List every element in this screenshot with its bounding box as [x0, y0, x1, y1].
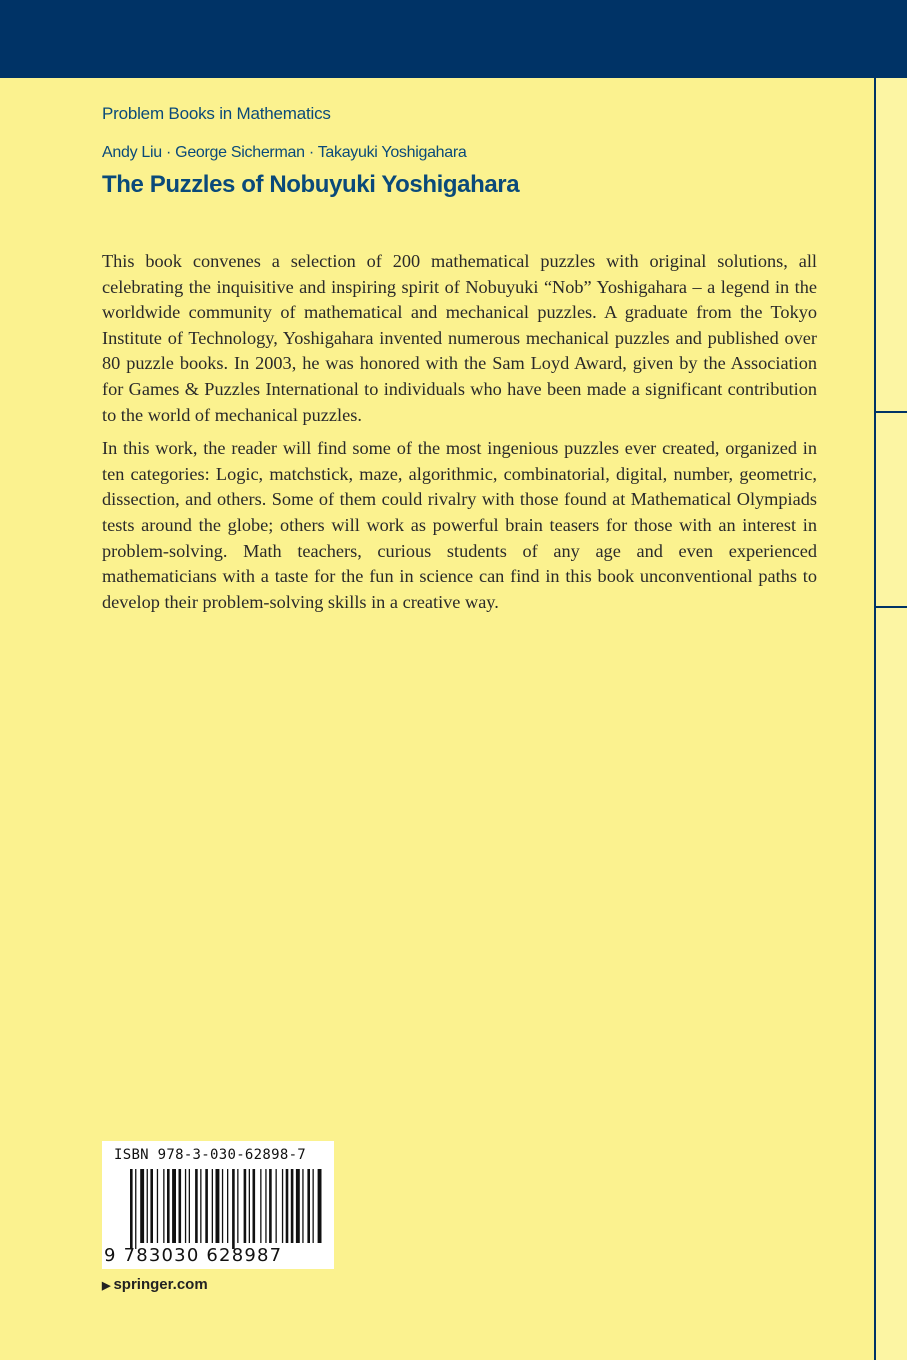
- barcode-bar: [216, 1169, 220, 1243]
- spine-strip: [875, 78, 907, 1360]
- back-cover-blurb: [102, 249, 817, 623]
- spine-tick: [874, 411, 907, 413]
- publisher-website[interactable]: [102, 1276, 208, 1293]
- barcode-bar: [189, 1169, 190, 1243]
- spine-line: [874, 78, 876, 1360]
- barcode-bar: [253, 1169, 256, 1243]
- barcode-bar: [286, 1169, 289, 1243]
- series-name: Problem Books in Mathematics: [102, 104, 331, 123]
- barcode-number: 9 783030 628987: [104, 1245, 283, 1266]
- barcode-bar: [237, 1169, 238, 1243]
- barcode-bar: [185, 1169, 186, 1243]
- book-title: The Puzzles of Nobuyuki Yoshigahara: [102, 171, 520, 198]
- barcode-bar: [265, 1169, 266, 1243]
- barcode-bar: [313, 1169, 314, 1243]
- barcode-bar: [307, 1169, 310, 1243]
- spine-tick: [874, 606, 907, 608]
- barcode-bar: [296, 1169, 300, 1243]
- barcode-bar: [302, 1169, 303, 1243]
- barcode-bar: [205, 1169, 208, 1243]
- barcode-bar: [150, 1169, 153, 1243]
- barcode-bar: [249, 1169, 250, 1243]
- barcode-bar: [232, 1169, 235, 1249]
- barcode-bar: [244, 1169, 247, 1243]
- barcode-bar: [222, 1169, 223, 1243]
- barcode-bar: [140, 1169, 144, 1243]
- barcode-bar: [179, 1169, 182, 1243]
- barcode-bar: [291, 1169, 294, 1243]
- barcode-bar: [167, 1169, 170, 1243]
- barcode-bar: [130, 1169, 133, 1249]
- barcode-bar: [147, 1169, 148, 1243]
- blurb-paragraph: In this work, the reader will find some of the most ingenious puzzles ever created, organized in ten categories: Logic, matchstick, maze, algorithmic, combinatorial, digital, number, geometric, dissection, and others. Some of them could rivalry with those found at Mathematical Olympiads tests around the globe; others will work as powerful brain teasers for those with an interest in problem-solving. Math teachers, curious students of any age and even experienced mathematicians with a taste for the fun in science can find in this book unconventional paths to develop their problem-solving skills in a creative way.: [102, 438, 817, 612]
- barcode-bar: [260, 1169, 261, 1243]
- barcode-bar: [172, 1169, 176, 1243]
- barcode-bar: [157, 1169, 158, 1243]
- top-color-band: [0, 0, 907, 78]
- barcode-bar: [212, 1169, 213, 1243]
- barcode-box: [102, 1141, 334, 1269]
- barcode-bar: [227, 1169, 228, 1243]
- isbn-label: ISBN 978-3-030-62898-7: [114, 1147, 307, 1163]
- barcode-bar: [195, 1169, 198, 1243]
- arrow-icon: ▶: [102, 1280, 111, 1292]
- barcode-bar: [282, 1169, 283, 1243]
- barcode-bar: [163, 1169, 164, 1243]
- barcode-bar: [200, 1169, 201, 1243]
- authors: Andy Liu · George Sicherman · Takayuki Yoshigahara: [102, 144, 467, 161]
- website-label: springer.com: [113, 1276, 208, 1293]
- blurb-paragraph: This book convenes a selection of 200 mathematical puzzles with original solutions, all celebrating the inquisitive and inspiring spirit of Nobuyuki “Nob” Yoshigahara – a legend in the worldwide community of mathematical and mechanical puzzles. A graduate from the Tokyo Institute of Technology, Yoshigahara invented numerous mechanical puzzles and published over 80 puzzle books. In 2003, he was honored with the Sam Loyd Award, given by the Association for Games & Puzzles International to individuals who have been made a significant contribution to the world of mechanical puzzles.: [102, 251, 817, 425]
- barcode-bar: [276, 1169, 277, 1243]
- barcode-bar: [318, 1169, 322, 1243]
- barcode-bar: [269, 1169, 272, 1243]
- barcode-bar: [135, 1169, 136, 1249]
